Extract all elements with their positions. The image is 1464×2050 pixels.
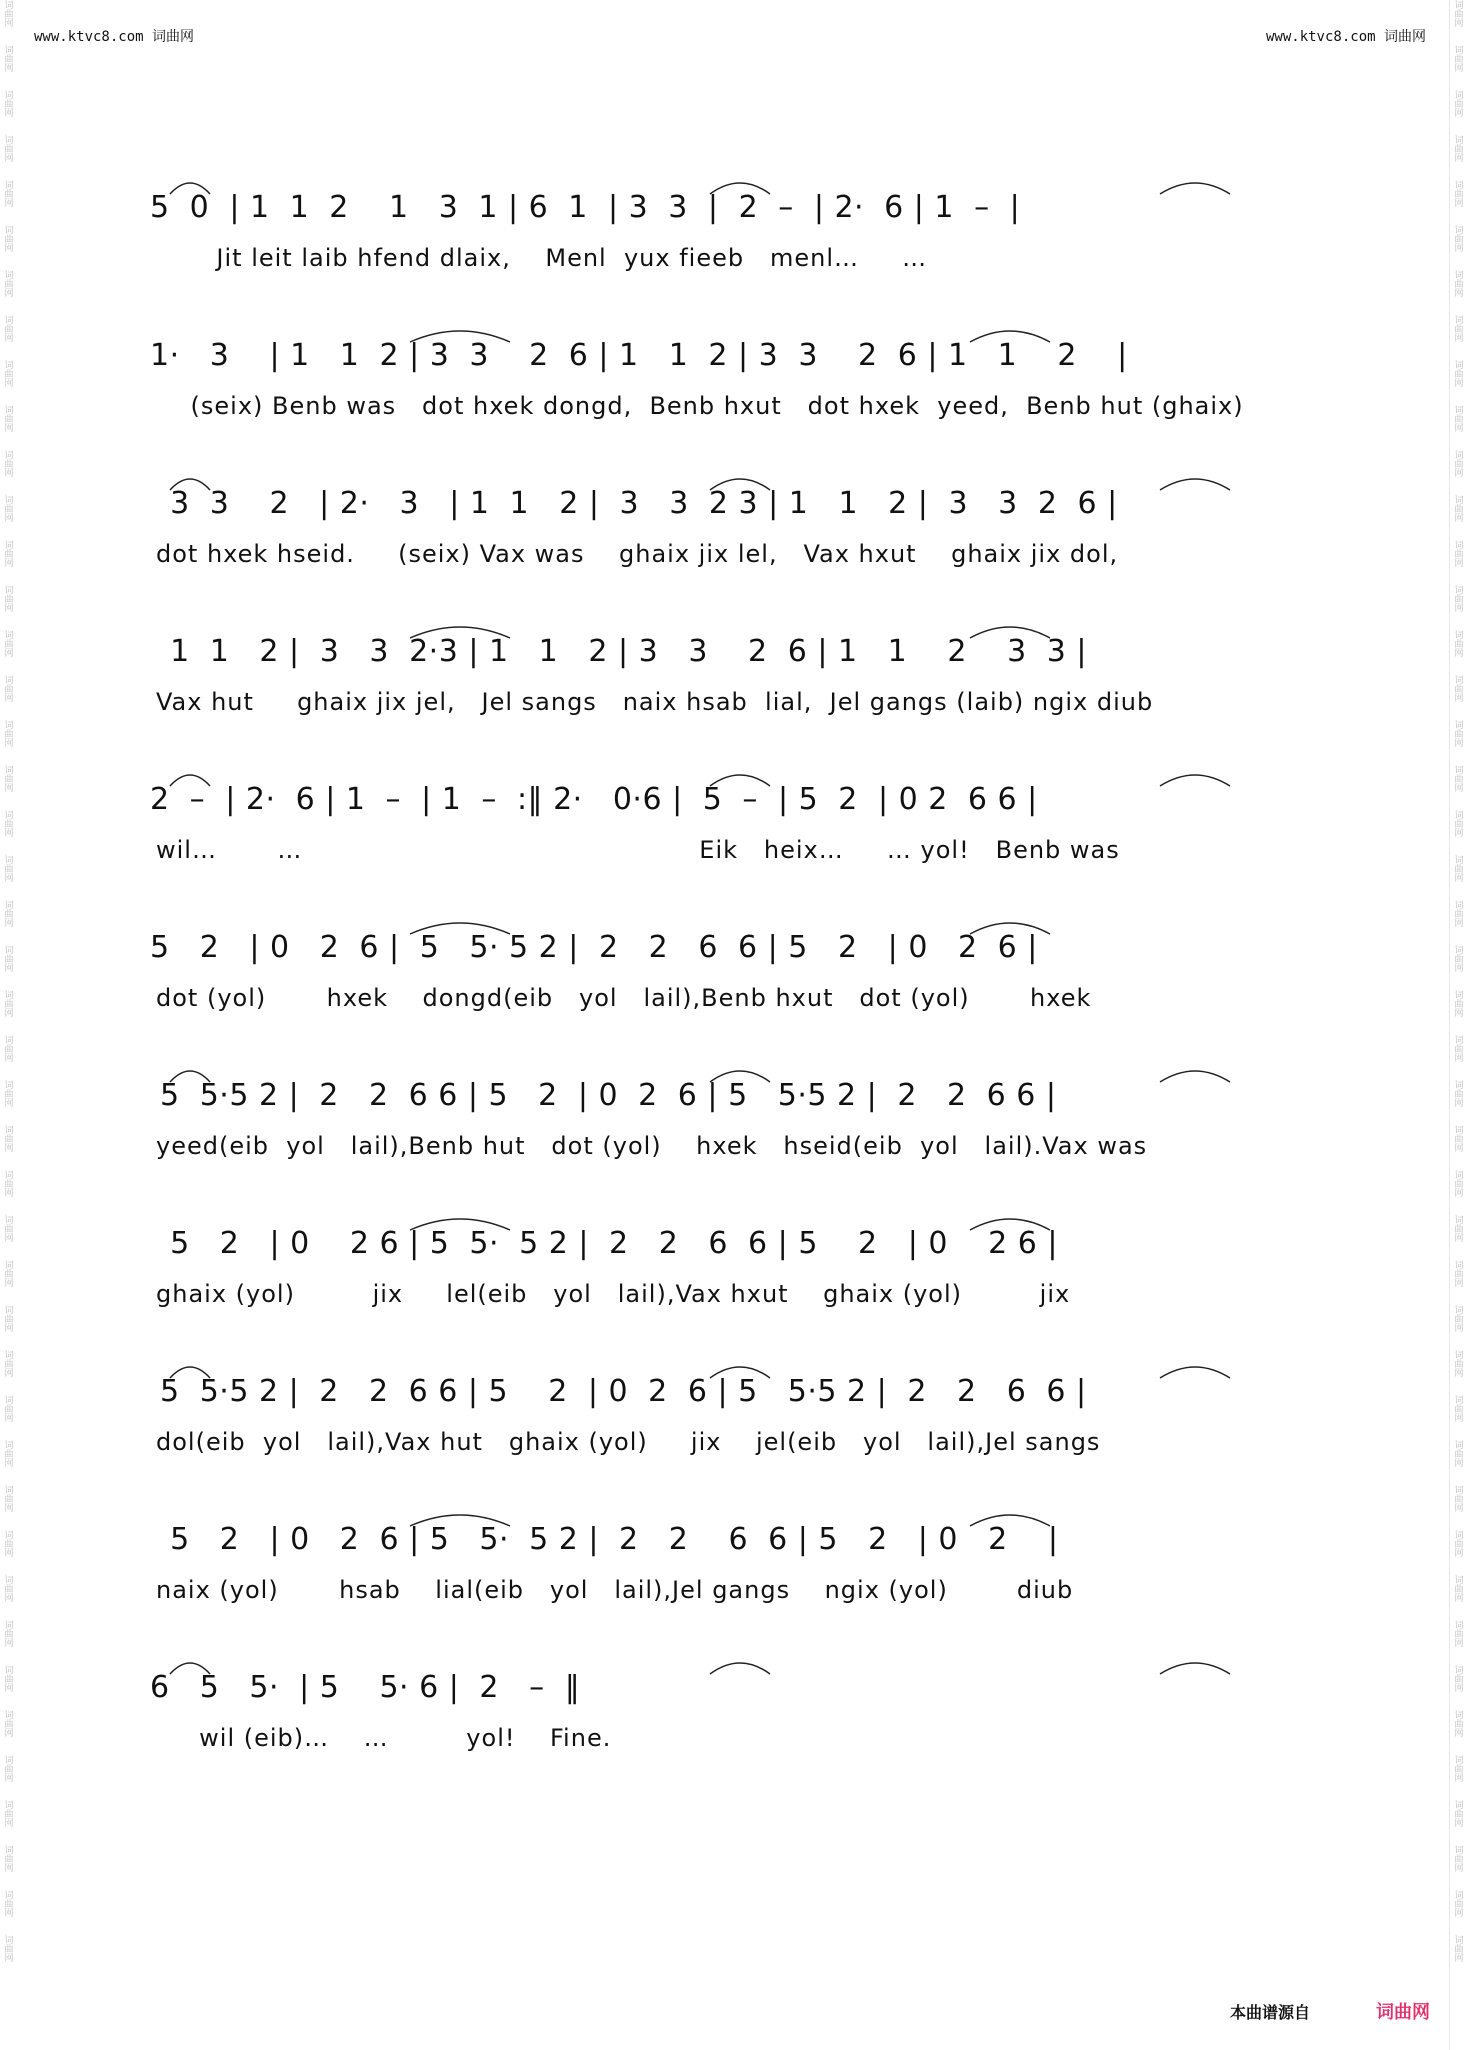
- watermark-text: 词曲网: [2, 1935, 13, 1962]
- watermark-text: 词曲网: [1452, 1170, 1463, 1197]
- watermark-text: 词曲网: [1452, 810, 1463, 837]
- watermark-text: 词曲网: [2, 360, 13, 387]
- slur-arc: [1160, 775, 1230, 786]
- music-system-10: [150, 1522, 1330, 1642]
- watermark-text: 词曲网: [2, 1395, 13, 1422]
- watermark-text: 词曲网: [2, 540, 13, 567]
- watermark-text: 词曲网: [1452, 1305, 1463, 1332]
- slur-arc: [1160, 479, 1230, 490]
- watermark-text: 词曲网: [2, 765, 13, 792]
- watermark-text: 词曲网: [2, 1125, 13, 1152]
- music-system-6: [150, 930, 1330, 1050]
- slur-arc: [710, 1663, 770, 1674]
- slur-arc: [710, 1071, 770, 1082]
- watermark-text: 词曲网: [1452, 1485, 1463, 1512]
- watermark-text: 词曲网: [2, 1035, 13, 1062]
- slur-arc: [710, 479, 770, 490]
- lyrics-line: (seix) Benb was dot hxek dongd, Benb hxut dot hxek yeed, Benb hut (ghaix): [156, 392, 1244, 420]
- watermark-text: 词曲网: [1452, 405, 1463, 432]
- notation-line: 5 0 | 1 1 2 1 3 1 | 6 1 | 3 3 | 2 – | 2· 6 | 1 – |: [150, 190, 1021, 225]
- slur-arc: [170, 183, 210, 194]
- slur-arc: [1160, 1367, 1230, 1378]
- watermark-text: 词曲网: [2, 1755, 13, 1782]
- music-system-5: [150, 782, 1330, 902]
- slur-arc: [970, 331, 1050, 342]
- watermark-text: 词曲网: [2, 1890, 13, 1917]
- right-watermark-strip: [1449, 0, 1464, 2050]
- watermark-text: 词曲网: [1452, 225, 1463, 252]
- slur-arc: [970, 627, 1050, 638]
- watermark-text: 词曲网: [2, 1080, 13, 1107]
- watermark-text: 词曲网: [2, 495, 13, 522]
- watermark-text: 词曲网: [1452, 1935, 1463, 1962]
- watermark-text: 词曲网: [1452, 945, 1463, 972]
- watermark-text: 词曲网: [2, 450, 13, 477]
- music-system-2: [150, 338, 1330, 458]
- watermark-text: 词曲网: [1452, 540, 1463, 567]
- watermark-text: 词曲网: [1452, 495, 1463, 522]
- watermark-text: 词曲网: [2, 270, 13, 297]
- slur-arcs: [150, 746, 1330, 836]
- slur-arcs: [150, 450, 1330, 540]
- watermark-text: 词曲网: [1452, 450, 1463, 477]
- notation-line: 3 3 2 | 2· 3 | 1 1 2 | 3 3 2 3 | 1 1 2 | 3 3 2 6 |: [150, 486, 1118, 521]
- watermark-text: 词曲网: [1452, 1395, 1463, 1422]
- music-system-8: [150, 1226, 1330, 1346]
- slur-arc: [1160, 1071, 1230, 1082]
- slur-arc: [410, 1219, 510, 1230]
- watermark-text: 词曲网: [1452, 990, 1463, 1017]
- watermark-text: 词曲网: [1452, 855, 1463, 882]
- slur-arc: [1160, 183, 1230, 194]
- music-system-4: [150, 634, 1330, 754]
- watermark-text: 词曲网: [1452, 1845, 1463, 1872]
- watermark-text: 词曲网: [2, 675, 13, 702]
- watermark-text: 词曲网: [1452, 1350, 1463, 1377]
- lyrics-line: ghaix (yol) jix lel(eib yol lail),Vax hxut ghaix (yol) jix: [156, 1280, 1071, 1308]
- notation-line: 5 5·5 2 | 2 2 6 6 | 5 2 | 0 2 6 | 5 5·5 2 | 2 2 6 6 |: [150, 1374, 1087, 1409]
- watermark-text: 词曲网: [1452, 180, 1463, 207]
- watermark-text: 词曲网: [2, 135, 13, 162]
- watermark-text: 词曲网: [2, 405, 13, 432]
- watermark-text: 词曲网: [2, 1305, 13, 1332]
- lyrics-line: Jit leit laib hfend dlaix, Menl yux fieeb menl… …: [156, 244, 928, 272]
- watermark-text: 词曲网: [2, 1170, 13, 1197]
- watermark-text: 词曲网: [2, 1575, 13, 1602]
- watermark-text: 词曲网: [1452, 1440, 1463, 1467]
- watermark-text: 词曲网: [1452, 315, 1463, 342]
- lyrics-line: dol(eib yol lail),Vax hut ghaix (yol) jix jel(eib yol lail),Jel sangs: [156, 1428, 1101, 1456]
- slur-arc: [710, 775, 770, 786]
- watermark-text: 词曲网: [2, 1665, 13, 1692]
- watermark-text: 词曲网: [2, 945, 13, 972]
- slur-arcs: [150, 1634, 1330, 1724]
- watermark-text: 词曲网: [1452, 1620, 1463, 1647]
- slur-arcs: [150, 894, 1330, 984]
- slur-arcs: [150, 302, 1330, 392]
- footer-logo[interactable]: 词曲网: [1376, 2002, 1430, 2023]
- watermark-text: 词曲网: [1452, 1260, 1463, 1287]
- watermark-text: 词曲网: [2, 1845, 13, 1872]
- lyrics-line: Vax hut ghaix jix jel, Jel sangs naix hsab lial, Jel gangs (laib) ngix diub: [156, 688, 1154, 716]
- slur-arc: [1160, 1663, 1230, 1674]
- slur-arc: [410, 627, 510, 638]
- notation-line: 5 2 | 0 2 6 | 5 5· 5 2 | 2 2 6 6 | 5 2 | 0 2 6 |: [150, 930, 1038, 965]
- watermark-text: 词曲网: [1452, 1575, 1463, 1602]
- notation-line: 1· 3 | 1 1 2 | 3 3 2 6 | 1 1 2 | 3 3 2 6 | 1 1 2 |: [150, 338, 1128, 373]
- lyrics-line: naix (yol) hsab lial(eib yol lail),Jel gangs ngix (yol) diub: [156, 1576, 1074, 1604]
- slur-arc: [970, 1219, 1050, 1230]
- watermark-text: 词曲网: [2, 585, 13, 612]
- slur-arc: [170, 479, 210, 490]
- slur-arcs: [150, 1042, 1330, 1132]
- watermark-text: 词曲网: [2, 225, 13, 252]
- watermark-text: 词曲网: [1452, 1080, 1463, 1107]
- slur-arcs: [150, 1190, 1330, 1280]
- watermark-text: 词曲网: [1452, 1215, 1463, 1242]
- music-system-7: [150, 1078, 1330, 1198]
- watermark-text: 词曲网: [1452, 1710, 1463, 1737]
- slur-arc: [170, 1071, 210, 1082]
- watermark-text: 词曲网: [1452, 1890, 1463, 1917]
- watermark-text: 词曲网: [2, 900, 13, 927]
- left-watermark-strip: [0, 0, 14, 2050]
- watermark-text: 词曲网: [1452, 1665, 1463, 1692]
- watermark-text: 词曲网: [2, 1350, 13, 1377]
- watermark-text: 词曲网: [1452, 900, 1463, 927]
- watermark-text: 词曲网: [2, 315, 13, 342]
- watermark-text: 词曲网: [1452, 45, 1463, 72]
- lyrics-line: wil… … Eik heix… … yol! Benb was: [156, 836, 1120, 864]
- slur-arc: [970, 923, 1050, 934]
- watermark-text: 词曲网: [1452, 1755, 1463, 1782]
- slur-arc: [410, 923, 510, 934]
- watermark-text: 词曲网: [1452, 90, 1463, 117]
- watermark-text: 词曲网: [2, 720, 13, 747]
- watermark-text: 词曲网: [1452, 0, 1463, 27]
- music-system-1: [150, 190, 1330, 310]
- slur-arc: [170, 1663, 210, 1674]
- notation-line: 1 1 2 | 3 3 2·3 | 1 1 2 | 3 3 2 6 | 1 1 2 3 3 |: [150, 634, 1088, 669]
- watermark-text: 词曲网: [2, 810, 13, 837]
- header-site-left: www.ktvc8.com 词曲网: [34, 29, 195, 45]
- slur-arc: [410, 1515, 510, 1526]
- notation-line: 5 2 | 0 2 6 | 5 5· 5 2 | 2 2 6 6 | 5 2 | 0 2 6 |: [150, 1226, 1058, 1261]
- watermark-text: 词曲网: [2, 990, 13, 1017]
- watermark-text: 词曲网: [2, 0, 13, 27]
- watermark-text: 词曲网: [2, 1485, 13, 1512]
- header-site-right: www.ktvc8.com 词曲网: [1265, 29, 1426, 45]
- watermark-text: 词曲网: [1452, 360, 1463, 387]
- slur-arc: [710, 1367, 770, 1378]
- notation-line: 2 – | 2· 6 | 1 – | 1 – :‖ 2· 0·6 | 5 – | 5 2 | 0 2 6 6 |: [150, 782, 1038, 817]
- slur-arc: [410, 331, 510, 342]
- watermark-text: 词曲网: [2, 1710, 13, 1737]
- footer-source-label: 本曲谱源自: [1230, 2003, 1311, 2022]
- slur-arc: [970, 1515, 1050, 1526]
- notation-line: 5 2 | 0 2 6 | 5 5· 5 2 | 2 2 6 6 | 5 2 | 0 2 |: [150, 1522, 1059, 1557]
- slur-arcs: [150, 154, 1330, 244]
- watermark-text: 词曲网: [2, 855, 13, 882]
- notation-line: 6 5 5· | 5 5· 6 | 2 – ‖: [150, 1670, 581, 1705]
- watermark-text: 词曲网: [1452, 270, 1463, 297]
- slur-arc: [170, 775, 210, 786]
- watermark-text: 词曲网: [1452, 675, 1463, 702]
- watermark-text: 词曲网: [1452, 1035, 1463, 1062]
- watermark-text: 词曲网: [2, 1260, 13, 1287]
- watermark-text: 词曲网: [2, 45, 13, 72]
- slur-arc: [710, 183, 770, 194]
- watermark-text: 词曲网: [1452, 585, 1463, 612]
- watermark-text: 词曲网: [1452, 1125, 1463, 1152]
- music-system-9: [150, 1374, 1330, 1494]
- slur-arcs: [150, 1486, 1330, 1576]
- slur-arc: [170, 1367, 210, 1378]
- slur-arcs: [150, 598, 1330, 688]
- watermark-text: 词曲网: [1452, 720, 1463, 747]
- notation-line: 5 5·5 2 | 2 2 6 6 | 5 2 | 0 2 6 | 5 5·5 2 | 2 2 6 6 |: [150, 1078, 1057, 1113]
- watermark-text: 词曲网: [1452, 765, 1463, 792]
- music-system-3: [150, 486, 1330, 606]
- watermark-text: 词曲网: [1452, 1530, 1463, 1557]
- watermark-text: 词曲网: [2, 1620, 13, 1647]
- watermark-text: 词曲网: [2, 180, 13, 207]
- music-system-11: [150, 1670, 1330, 1790]
- watermark-text: 词曲网: [2, 1530, 13, 1557]
- watermark-text: 词曲网: [2, 1215, 13, 1242]
- lyrics-line: dot (yol) hxek dongd(eib yol lail),Benb hxut dot (yol) hxek: [156, 984, 1092, 1012]
- watermark-text: 词曲网: [1452, 1800, 1463, 1827]
- slur-arcs: [150, 1338, 1330, 1428]
- watermark-text: 词曲网: [2, 630, 13, 657]
- lyrics-line: yeed(eib yol lail),Benb hut dot (yol) hxek hseid(eib yol lail).Vax was: [156, 1132, 1148, 1160]
- watermark-text: 词曲网: [2, 1800, 13, 1827]
- watermark-text: 词曲网: [1452, 630, 1463, 657]
- watermark-text: 词曲网: [2, 1440, 13, 1467]
- watermark-text: 词曲网: [1452, 135, 1463, 162]
- watermark-text: 词曲网: [2, 90, 13, 117]
- lyrics-line: wil (eib)… … yol! Fine.: [156, 1724, 612, 1752]
- lyrics-line: dot hxek hseid. (seix) Vax was ghaix jix lel, Vax hxut ghaix jix dol,: [156, 540, 1119, 568]
